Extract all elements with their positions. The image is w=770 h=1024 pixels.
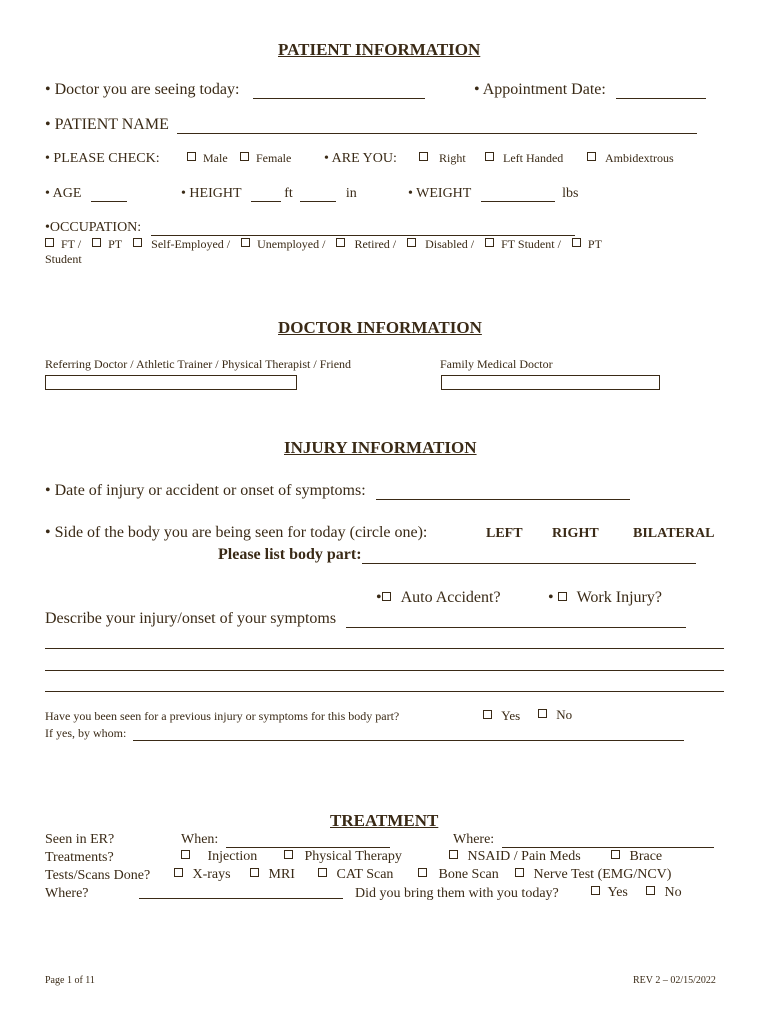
describe-label: Describe your injury/onset of your symptoms [45, 610, 337, 627]
height-in-field[interactable] [300, 188, 336, 202]
height-ft-unit: ft [284, 186, 293, 201]
ambidextrous-label: Ambidextrous [605, 151, 674, 165]
male-option[interactable] [187, 151, 228, 166]
bring-yes-label: Yes [607, 885, 628, 900]
injection-checkbox[interactable] [181, 850, 190, 859]
work-injury-label: Work Injury? [576, 589, 662, 606]
body-side-label: • Side of the body you are being seen for today (circle one): [45, 524, 428, 541]
injury-info-heading: INJURY INFORMATION [284, 438, 477, 457]
injury-date-row [45, 482, 630, 500]
male-checkbox[interactable] [187, 152, 196, 161]
by-whom-row [45, 726, 684, 741]
right-handed-label: Right [439, 151, 466, 165]
side-bilateral-option[interactable]: BILATERAL [633, 526, 715, 541]
describe-line-3[interactable] [45, 691, 724, 692]
female-checkbox[interactable] [240, 152, 249, 161]
physical-therapy-label: Physical Therapy [304, 849, 402, 864]
patient-name-label: • PATIENT NAME [45, 116, 169, 133]
height-in-unit: in [345, 186, 357, 201]
nerve-test-label: Nerve Test (EMG/NCV) [533, 867, 672, 882]
nsaid-checkbox[interactable] [449, 850, 458, 859]
occ-self-employed-checkbox[interactable] [133, 238, 142, 247]
physical-therapy-checkbox[interactable] [284, 850, 293, 859]
weight-row [408, 186, 578, 202]
occupation-options [45, 237, 602, 252]
cat-scan-checkbox[interactable] [318, 868, 327, 877]
er-where-label: Where: [453, 832, 495, 847]
auto-accident-checkbox[interactable] [382, 592, 391, 601]
male-label: Male [203, 151, 228, 165]
family-doctor-input[interactable] [441, 375, 660, 390]
appointment-date-row [474, 81, 706, 99]
er-when-field[interactable] [226, 834, 390, 848]
previous-no-label: No [556, 707, 573, 722]
body-part-field[interactable] [362, 550, 696, 564]
brace-label: Brace [629, 849, 663, 864]
body-part-row [218, 546, 696, 564]
er-where-field[interactable] [502, 834, 714, 848]
cat-scan-label: CAT Scan [336, 867, 394, 882]
ambidextrous-checkbox[interactable] [587, 152, 596, 161]
patient-info-heading: PATIENT INFORMATION [278, 40, 481, 59]
bring-no-option[interactable] [646, 885, 682, 901]
side-right-option[interactable]: RIGHT [552, 526, 599, 541]
describe-row [45, 610, 686, 628]
doctor-seeing-label: • Doctor you are seeing today: [45, 81, 240, 98]
work-injury-option[interactable]: • Work Injury? [548, 589, 662, 606]
nerve-test-checkbox[interactable] [515, 868, 524, 877]
occ-ft-student-checkbox[interactable] [485, 238, 494, 247]
xrays-option[interactable] [174, 867, 231, 883]
previous-no-option[interactable] [538, 707, 572, 723]
work-injury-checkbox[interactable] [558, 592, 567, 601]
bring-no-checkbox[interactable] [646, 886, 655, 895]
occ-pt-label: PT [108, 237, 123, 251]
previous-yes-label: Yes [501, 708, 521, 723]
describe-line-2[interactable] [45, 670, 724, 671]
tests-where-field[interactable] [139, 885, 343, 899]
left-handed-checkbox[interactable] [485, 152, 494, 161]
right-handed-option[interactable] [419, 151, 466, 166]
occ-ft-checkbox[interactable] [45, 238, 54, 247]
mri-label: MRI [268, 867, 295, 882]
referring-doctor-input[interactable] [45, 375, 297, 390]
treatments-label: Treatments? [45, 850, 114, 865]
injury-date-field[interactable] [376, 486, 630, 500]
er-when-label: When: [181, 832, 219, 847]
weight-unit: lbs [562, 186, 579, 201]
appointment-date-label: • Appointment Date: [474, 81, 606, 98]
family-doctor-label: Family Medical Doctor [440, 357, 553, 371]
injection-option[interactable] [181, 849, 257, 865]
patient-name-row [45, 116, 697, 134]
auto-accident-label: Auto Accident? [400, 589, 501, 606]
occ-unemployed-label: Unemployed / [257, 237, 326, 251]
body-part-label: Please list body part: [218, 546, 362, 563]
occ-disabled-label: Disabled / [425, 237, 475, 251]
female-label: Female [256, 151, 292, 165]
page-number: Page 1 of 11 [45, 975, 95, 986]
occ-unemployed-checkbox[interactable] [241, 238, 250, 247]
occ-student-label: Student [45, 252, 82, 266]
mri-option[interactable] [250, 867, 295, 883]
occ-disabled-checkbox[interactable] [407, 238, 416, 247]
previous-yes-option[interactable] [483, 708, 520, 724]
seen-er-label: Seen in ER? [45, 832, 115, 847]
tests-label: Tests/Scans Done? [45, 868, 151, 883]
nsaid-label: NSAID / Pain Meds [467, 849, 581, 864]
bone-scan-label: Bone Scan [438, 867, 499, 882]
occ-pt-student-label: PT [587, 237, 602, 251]
tests-where-label: Where? [45, 886, 89, 901]
by-whom-label: If yes, by whom: [45, 726, 127, 740]
auto-accident-option[interactable]: • Auto Accident? [376, 589, 501, 606]
referring-doctor-label: Referring Doctor / Athletic Trainer / Physical Therapist / Friend [45, 357, 352, 371]
left-handed-label: Left Handed [503, 151, 564, 165]
occ-retired-checkbox[interactable] [336, 238, 345, 247]
occupation-label: •OCCUPATION: [45, 220, 142, 235]
describe-field[interactable] [346, 614, 686, 628]
bring-yes-option[interactable] [591, 885, 628, 901]
injury-date-label: • Date of injury or accident or onset of symptoms: [45, 482, 366, 499]
revision-label: REV 2 – 02/15/2022 [633, 975, 716, 986]
occ-retired-label: Retired / [354, 237, 397, 251]
weight-field[interactable] [481, 188, 555, 202]
appointment-date-field[interactable] [616, 85, 706, 99]
occ-ft-student-label: FT Student / [501, 237, 561, 251]
bone-scan-option[interactable] [418, 867, 499, 883]
nerve-test-option[interactable] [515, 867, 671, 883]
patient-name-field[interactable] [177, 120, 697, 134]
doctor-seeing-row [45, 81, 425, 99]
occ-pt-student-checkbox[interactable] [572, 238, 581, 247]
doctor-seeing-field[interactable] [253, 85, 425, 99]
bone-scan-checkbox[interactable] [418, 868, 427, 877]
occ-pt-checkbox[interactable] [92, 238, 101, 247]
height-row [181, 186, 357, 202]
brace-option[interactable] [611, 849, 662, 865]
treatment-heading: TREATMENT [330, 811, 439, 830]
ambidextrous-option[interactable] [587, 151, 674, 166]
occ-self-employed-label: Self-Employed / [151, 237, 231, 251]
previous-yes-checkbox[interactable] [483, 710, 492, 719]
bring-no-label: No [664, 885, 682, 900]
left-handed-option[interactable] [485, 151, 563, 166]
doctor-info-heading: DOCTOR INFORMATION [278, 318, 482, 337]
age-field[interactable] [91, 188, 127, 202]
mri-checkbox[interactable] [250, 868, 259, 877]
bring-label: Did you bring them with you today? [355, 886, 559, 901]
age-label: • AGE [45, 186, 82, 201]
occupation-row [45, 220, 575, 236]
right-handed-checkbox[interactable] [419, 152, 428, 161]
previous-injury-label: Have you been seen for a previous injury or symptoms for this body part? [45, 709, 400, 723]
previous-no-checkbox[interactable] [538, 709, 547, 718]
are-you-label: • ARE YOU: [324, 151, 397, 166]
side-left-option[interactable]: LEFT [486, 526, 523, 541]
describe-line-1[interactable] [45, 648, 724, 649]
bring-yes-checkbox[interactable] [591, 886, 600, 895]
er-when-row [181, 832, 390, 848]
occ-ft-label: FT / [61, 237, 82, 251]
xrays-label: X-rays [192, 867, 231, 882]
please-check-label: • PLEASE CHECK: [45, 151, 160, 166]
xrays-checkbox[interactable] [174, 868, 183, 877]
er-where-row [453, 832, 714, 848]
injection-label: Injection [207, 849, 258, 864]
by-whom-field[interactable] [133, 729, 684, 741]
occupation-field[interactable] [151, 222, 575, 236]
weight-label: • WEIGHT [408, 186, 472, 201]
cat-scan-option[interactable] [318, 867, 393, 883]
brace-checkbox[interactable] [611, 850, 620, 859]
height-ft-field[interactable] [251, 188, 281, 202]
nsaid-option[interactable] [449, 849, 581, 865]
height-label: • HEIGHT [181, 186, 242, 201]
age-row [45, 186, 127, 202]
female-option[interactable] [240, 151, 291, 166]
physical-therapy-option[interactable] [284, 849, 402, 865]
